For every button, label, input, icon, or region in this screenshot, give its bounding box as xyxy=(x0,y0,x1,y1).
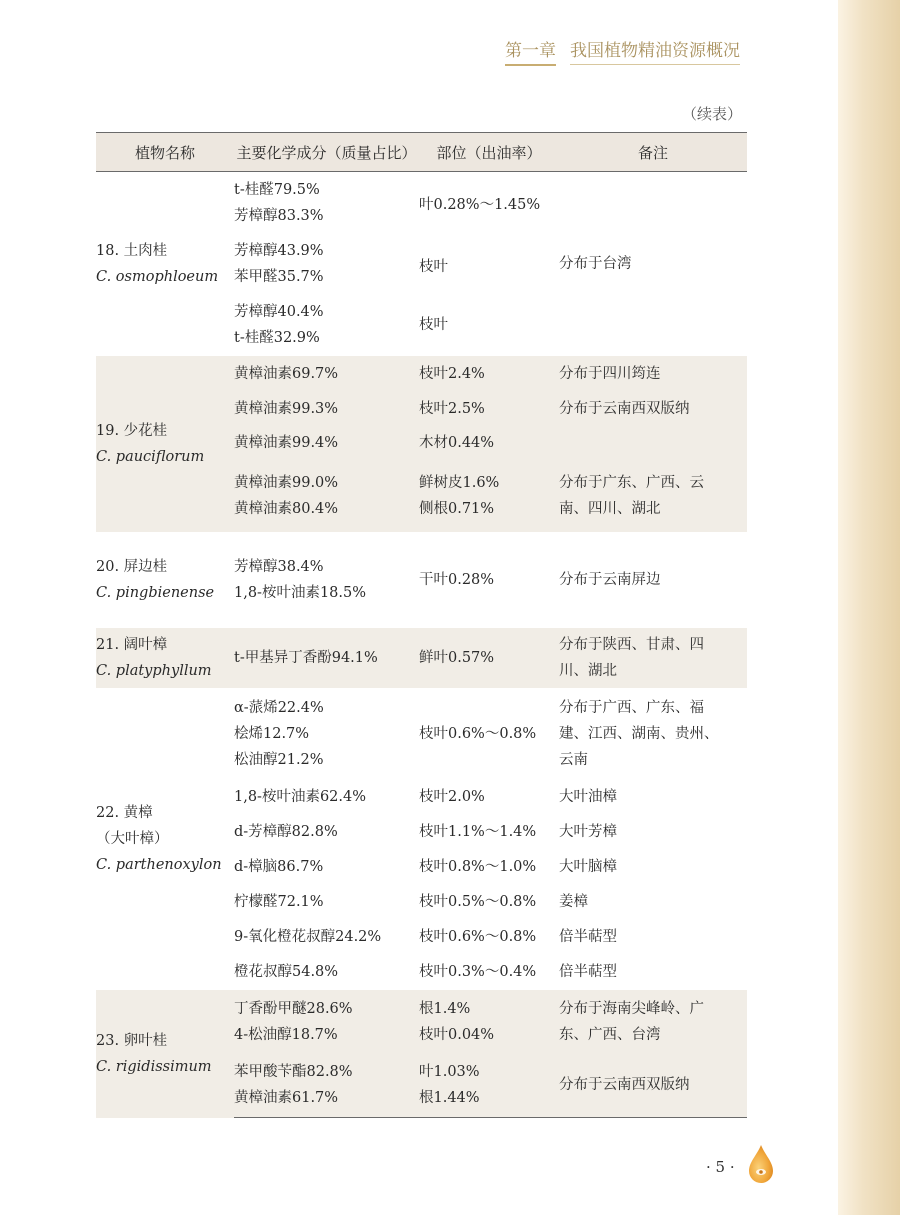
part-cell: 枝叶1.1%～1.4% xyxy=(419,824,537,840)
table-row xyxy=(96,688,747,780)
composition-cell: t-甲基异丁香酚94.1% xyxy=(234,628,419,688)
note-cell xyxy=(559,990,747,1054)
composition-cell xyxy=(234,990,419,1054)
part-cell: 枝叶0.5%～0.8% xyxy=(419,894,537,910)
part-cell: 枝叶 xyxy=(419,316,448,333)
plant-alias: （大叶樟） xyxy=(96,830,169,847)
plant-latin: C. parthenoxylon xyxy=(96,856,222,873)
composition-cell: d-樟脑86.7% xyxy=(234,859,324,875)
page-edge-decoration xyxy=(838,0,900,1215)
composition-cell: 橙花叔醇54.8% xyxy=(234,964,339,980)
plant-name: 22. 黄樟 xyxy=(96,804,153,821)
part-cell: 枝叶2.5% xyxy=(419,392,559,426)
note-cell: 倍半萜型 xyxy=(559,964,617,980)
part-value: 叶1.03% xyxy=(419,1064,480,1081)
plant-cell xyxy=(96,356,234,532)
composition-cell: 柠檬醛72.1% xyxy=(234,894,324,910)
note-cell: 分布于云南屏边 xyxy=(559,571,661,588)
component: 丁香酚甲醚28.6% xyxy=(234,1000,353,1017)
note-cell: 姜樟 xyxy=(559,894,588,910)
component: 芳樟醇38.4% xyxy=(234,558,324,575)
col-header-composition: 主要化学成分（质量占比） xyxy=(234,133,419,172)
part-cell: 木材0.44% xyxy=(419,426,559,460)
part-cell xyxy=(419,1054,559,1118)
component: 黄樟油素61.7% xyxy=(234,1090,339,1107)
plant-name: 18. 土肉桂 xyxy=(96,242,168,259)
component: 芳樟醇40.4% xyxy=(234,303,324,320)
note-cell xyxy=(559,426,747,460)
note-line: 分布于广东、广西、云 xyxy=(559,474,704,491)
note-line: 东、广西、台湾 xyxy=(559,1026,661,1043)
part-value: 枝叶0.04% xyxy=(419,1026,495,1043)
component: 4-松油醇18.7% xyxy=(234,1026,338,1043)
plant-cell xyxy=(96,688,234,990)
composition-cell: 黄樟油素69.7% xyxy=(234,356,419,392)
col-header-part: 部位（出油率） xyxy=(419,133,559,172)
table-row xyxy=(96,532,747,628)
page-number: · 5 · xyxy=(706,1158,735,1176)
col-header-note: 备注 xyxy=(559,133,747,172)
part-value: 侧根0.71% xyxy=(419,500,495,517)
table-row xyxy=(96,990,747,1054)
composition-cell: 黄樟油素99.3% xyxy=(234,392,419,426)
plant-cell xyxy=(96,532,234,628)
part-cell: 枝叶0.3%～0.4% xyxy=(419,964,537,980)
component: 1,8-桉叶油素18.5% xyxy=(234,584,367,601)
running-header xyxy=(505,36,740,66)
component: 芳樟醇43.9% xyxy=(234,242,324,259)
plant-name: 23. 卵叶桂 xyxy=(96,1032,168,1049)
note-line: 云南 xyxy=(559,751,588,768)
table-row xyxy=(96,356,747,392)
plant-latin: C. rigidissimum xyxy=(96,1058,212,1075)
note-cell: 大叶油樟 xyxy=(559,789,617,805)
note-cell: 分布于台湾 xyxy=(559,255,632,272)
plant-cell xyxy=(96,628,234,688)
part-cell: 枝叶0.6%～0.8% xyxy=(419,725,537,742)
plant-latin: C. platyphyllum xyxy=(96,662,212,679)
plant-name: 19. 少花桂 xyxy=(96,422,168,439)
component: 黄樟油素80.4% xyxy=(234,500,339,517)
part-cell: 枝叶0.6%～0.8% xyxy=(419,929,537,945)
note-cell: 大叶脑樟 xyxy=(559,859,617,875)
component: 苯甲酸苄酯82.8% xyxy=(234,1064,353,1081)
composition-cell xyxy=(234,532,419,628)
plant-cell xyxy=(96,990,234,1118)
composition-cell xyxy=(234,688,419,780)
oil-drop-icon xyxy=(747,1144,775,1184)
table-header-row xyxy=(96,133,747,172)
part-value: 根1.44% xyxy=(419,1090,480,1107)
note-cell xyxy=(559,460,747,532)
part-cell: 枝叶2.0% xyxy=(419,789,485,805)
component: 芳樟醇83.3% xyxy=(234,207,324,224)
note-cell: 大叶芳樟 xyxy=(559,824,617,840)
table-row xyxy=(96,172,747,234)
plant-cell xyxy=(96,172,234,356)
composition-cell: d-芳樟醇82.8% xyxy=(234,824,338,840)
plant-latin: C. pauciflorum xyxy=(96,448,205,465)
note-cell: 分布于四川筠连 xyxy=(559,356,747,392)
composition-cell xyxy=(234,172,419,234)
composition-cell xyxy=(234,460,419,532)
continued-label: （续表） xyxy=(681,105,742,123)
composition-cell xyxy=(234,1054,419,1118)
component: t-桂醛79.5% xyxy=(234,181,320,198)
component: 桧烯12.7% xyxy=(234,725,310,742)
part-cell: 枝叶2.4% xyxy=(419,356,559,392)
component: 黄樟油素99.0% xyxy=(234,474,339,491)
part-cell: 枝叶0.8%～1.0% xyxy=(419,859,537,875)
composition-cell: 黄樟油素99.4% xyxy=(234,426,419,460)
note-line: 建、江西、湖南、贵州、 xyxy=(559,725,719,742)
chapter-label: 第一章 xyxy=(505,36,556,66)
note-cell: 分布于云南西双版纳 xyxy=(559,1054,747,1118)
composition-cell xyxy=(234,234,419,294)
part-cell xyxy=(419,990,559,1054)
composition-cell xyxy=(234,294,419,356)
note-cell: 分布于云南西双版纳 xyxy=(559,392,747,426)
chapter-subtitle: 我国植物精油资源概况 xyxy=(570,36,740,65)
note-line: 分布于海南尖峰岭、广 xyxy=(559,1000,704,1017)
component: t-桂醛32.9% xyxy=(234,329,320,346)
plant-name: 21. 阔叶樟 xyxy=(96,636,168,653)
note-line: 分布于广西、广东、福 xyxy=(559,699,704,716)
note-line: 川、湖北 xyxy=(559,662,617,679)
component: 松油醇21.2% xyxy=(234,751,324,768)
part-value: 根1.4% xyxy=(419,1000,471,1017)
component: α-蒎烯22.4% xyxy=(234,699,324,716)
plant-name: 20. 屏边桂 xyxy=(96,558,168,575)
part-value: 鲜树皮1.6% xyxy=(419,474,500,491)
col-header-plant: 植物名称 xyxy=(96,133,234,172)
part-cell: 枝叶 xyxy=(419,258,448,275)
note-cell: 倍半萜型 xyxy=(559,929,617,945)
component: 苯甲醛35.7% xyxy=(234,268,324,285)
part-cell xyxy=(419,460,559,532)
note-line: 南、四川、湖北 xyxy=(559,500,661,517)
composition-cell: 1,8-桉叶油素62.4% xyxy=(234,789,367,805)
table-row xyxy=(96,628,747,688)
note-cell xyxy=(559,688,747,780)
essential-oil-table xyxy=(96,132,747,1118)
plant-latin: C. pingbienense xyxy=(96,584,215,601)
part-cell: 鲜叶0.57% xyxy=(419,628,559,688)
part-cell: 叶0.28%～1.45% xyxy=(419,196,541,213)
part-cell: 干叶0.28% xyxy=(419,571,495,588)
plant-latin: C. osmophloeum xyxy=(96,268,219,285)
composition-cell: 9-氧化橙花叔醇24.2% xyxy=(234,929,382,945)
note-line: 分布于陕西、甘肃、四 xyxy=(559,636,704,653)
note-cell xyxy=(559,628,747,688)
